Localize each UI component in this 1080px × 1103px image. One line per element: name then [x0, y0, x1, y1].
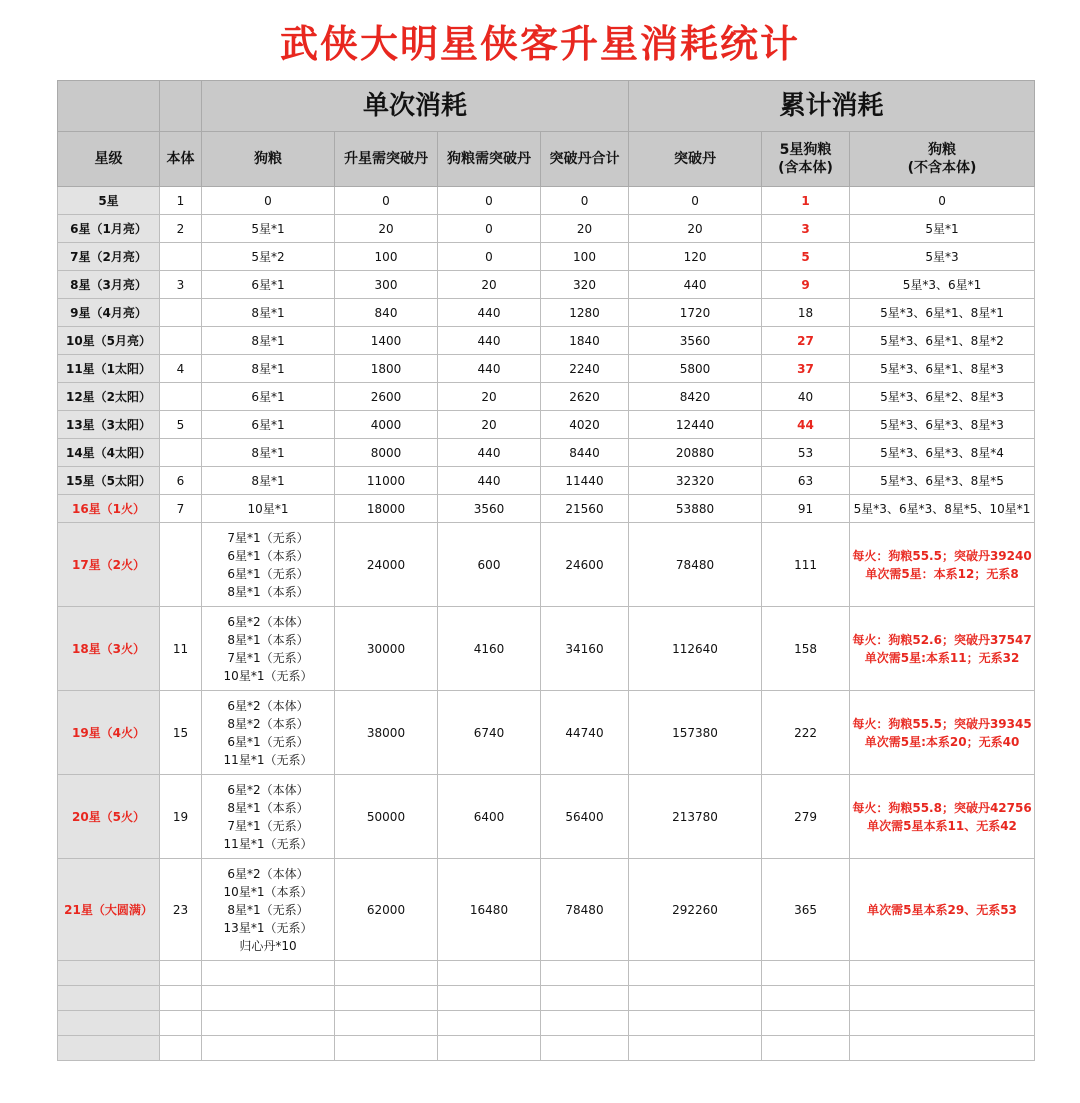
star-upgrade-table — [57, 80, 1035, 1061]
cum-fodder-cell-line: 单次需5星本系11、无系42 — [867, 818, 1017, 833]
cum-fodder-cell — [850, 355, 1035, 383]
fodder-cell-line: 6星*1（无系） — [227, 566, 309, 581]
col-header-cum-5star-line1: 5星狗粮 — [779, 142, 832, 158]
pill-total-cell: 56400 — [541, 775, 629, 859]
col-header-fodder: 狗粮 — [202, 132, 335, 187]
pill-total-cell: 2620 — [541, 383, 629, 411]
fodder-pills-cell: 6400 — [438, 775, 541, 859]
fodder-pills-cell: 3560 — [438, 495, 541, 523]
cum-fodder-cell-line: 单次需5星:本系11；无系32 — [864, 650, 1020, 665]
body-count-cell — [160, 383, 202, 411]
upgrade-pills-cell: 38000 — [335, 691, 438, 775]
table-row — [58, 411, 1035, 439]
star-level-cell: 20星（5火） — [58, 775, 160, 859]
upgrade-pills-cell: 8000 — [335, 439, 438, 467]
pill-total-cell: 1280 — [541, 299, 629, 327]
empty-cell — [160, 986, 202, 1011]
pill-total-cell: 0 — [541, 187, 629, 215]
cum-pills-cell: 120 — [629, 243, 762, 271]
fodder-cell-line: 归心丹*10 — [239, 938, 297, 953]
cum-fodder-cell — [850, 187, 1035, 215]
column-header-row — [58, 132, 1035, 187]
fodder-cell-line: 8星*1（本系） — [227, 632, 309, 647]
fodder-cell — [202, 775, 335, 859]
pill-total-cell: 24600 — [541, 523, 629, 607]
fodder-cell — [202, 607, 335, 691]
cum-fodder-cell-line: 5星*3、6星*1、8星*3 — [880, 361, 1004, 376]
cum-pills-cell: 213780 — [629, 775, 762, 859]
col-header-cum-fodder — [850, 132, 1035, 187]
cum-fodder-cell — [850, 271, 1035, 299]
fodder-cell-line: 6星*1（无系） — [227, 734, 309, 749]
star-level-cell: 9星（4月亮） — [58, 299, 160, 327]
body-count-cell: 23 — [160, 859, 202, 961]
cum-fodder-cell — [850, 383, 1035, 411]
empty-cell — [58, 961, 160, 986]
star-level-cell: 6星（1月亮） — [58, 215, 160, 243]
cum-fodder-cell — [850, 467, 1035, 495]
empty-cell — [629, 1036, 762, 1061]
empty-cell — [202, 961, 335, 986]
table-row — [58, 383, 1035, 411]
cum-5star-cell: 3 — [762, 215, 850, 243]
cum-pills-cell: 292260 — [629, 859, 762, 961]
body-count-cell: 15 — [160, 691, 202, 775]
fodder-pills-cell: 6740 — [438, 691, 541, 775]
empty-row — [58, 986, 1035, 1011]
cum-fodder-cell — [850, 243, 1035, 271]
cum-5star-cell: 37 — [762, 355, 850, 383]
fodder-pills-cell: 20 — [438, 383, 541, 411]
col-header-upgrade-pills: 升星需突破丹 — [335, 132, 438, 187]
empty-cell — [438, 1036, 541, 1061]
fodder-cell — [202, 299, 335, 327]
empty-cell — [850, 986, 1035, 1011]
cum-fodder-cell-line: 5星*3、6星*3、8星*5 — [880, 473, 1004, 488]
cum-fodder-cell-line: 5星*3、6星*2、8星*3 — [880, 389, 1004, 404]
cum-fodder-cell — [850, 775, 1035, 859]
cum-fodder-cell-line: 每火：狗粮55.8；突破丹42756 — [852, 800, 1032, 815]
cum-fodder-cell — [850, 411, 1035, 439]
cum-5star-cell: 18 — [762, 299, 850, 327]
cum-fodder-cell-line: 5星*3、6星*1 — [902, 277, 982, 292]
body-count-cell — [160, 439, 202, 467]
body-count-cell: 6 — [160, 467, 202, 495]
cum-5star-cell: 9 — [762, 271, 850, 299]
cum-pills-cell: 440 — [629, 271, 762, 299]
pill-total-cell: 11440 — [541, 467, 629, 495]
fodder-cell-line: 10星*1 — [247, 501, 289, 516]
fodder-cell-line: 6星*2（本体） — [227, 782, 309, 797]
fodder-cell-line: 7星*1（无系） — [227, 650, 309, 665]
star-level-cell: 13星（3太阳） — [58, 411, 160, 439]
fodder-cell — [202, 859, 335, 961]
cum-5star-cell: 222 — [762, 691, 850, 775]
fodder-cell — [202, 467, 335, 495]
table-row — [58, 187, 1035, 215]
cum-5star-cell: 27 — [762, 327, 850, 355]
cum-fodder-cell-line: 5星*3、6星*1、8星*1 — [880, 305, 1004, 320]
empty-row — [58, 1011, 1035, 1036]
table-row — [58, 467, 1035, 495]
col-header-star: 星级 — [58, 132, 160, 187]
empty-row — [58, 1036, 1035, 1061]
body-count-cell: 5 — [160, 411, 202, 439]
cum-pills-cell: 8420 — [629, 383, 762, 411]
upgrade-pills-cell: 4000 — [335, 411, 438, 439]
upgrade-pills-cell: 840 — [335, 299, 438, 327]
fodder-cell-line: 6星*2（本体） — [227, 866, 309, 881]
star-level-cell: 10星（5月亮） — [58, 327, 160, 355]
body-count-cell: 1 — [160, 187, 202, 215]
pill-total-cell: 2240 — [541, 355, 629, 383]
upgrade-pills-cell: 30000 — [335, 607, 438, 691]
table-row — [58, 523, 1035, 607]
fodder-cell — [202, 691, 335, 775]
fodder-cell — [202, 439, 335, 467]
cum-pills-cell: 3560 — [629, 327, 762, 355]
empty-cell — [335, 961, 438, 986]
cum-fodder-cell-line: 5星*3 — [925, 249, 959, 264]
cum-5star-cell: 40 — [762, 383, 850, 411]
body-count-cell — [160, 523, 202, 607]
empty-cell — [202, 986, 335, 1011]
group-header-row — [58, 81, 1035, 132]
star-level-cell: 12星（2太阳） — [58, 383, 160, 411]
empty-cell — [629, 961, 762, 986]
fodder-cell-line: 8星*1 — [251, 333, 285, 348]
cum-fodder-cell — [850, 495, 1035, 523]
upgrade-pills-cell: 24000 — [335, 523, 438, 607]
star-level-cell: 19星（4火） — [58, 691, 160, 775]
fodder-cell-line: 8星*2（本系） — [227, 716, 309, 731]
table-row — [58, 243, 1035, 271]
upgrade-pills-cell: 0 — [335, 187, 438, 215]
pill-total-cell: 320 — [541, 271, 629, 299]
empty-cell — [335, 1036, 438, 1061]
cum-fodder-cell — [850, 523, 1035, 607]
cum-fodder-cell — [850, 439, 1035, 467]
cum-5star-cell: 111 — [762, 523, 850, 607]
fodder-pills-cell: 4160 — [438, 607, 541, 691]
col-header-body: 本体 — [160, 132, 202, 187]
cum-fodder-cell-line: 每火：狗粮52.6；突破丹37547 — [852, 632, 1032, 647]
table-row — [58, 859, 1035, 961]
cum-fodder-cell — [850, 327, 1035, 355]
empty-cell — [762, 961, 850, 986]
cum-pills-cell: 20 — [629, 215, 762, 243]
empty-cell — [629, 1011, 762, 1036]
group-header-single: 单次消耗 — [202, 81, 629, 132]
fodder-cell — [202, 383, 335, 411]
fodder-cell-line: 8星*1（本系） — [227, 584, 309, 599]
table-row — [58, 215, 1035, 243]
empty-cell — [160, 961, 202, 986]
body-count-cell: 3 — [160, 271, 202, 299]
pill-total-cell: 44740 — [541, 691, 629, 775]
star-level-cell: 14星（4太阳） — [58, 439, 160, 467]
fodder-cell-line: 8星*1（本系） — [227, 800, 309, 815]
star-level-cell: 7星（2月亮） — [58, 243, 160, 271]
col-header-cum-5star-line2: (含本体) — [778, 160, 833, 176]
fodder-cell — [202, 523, 335, 607]
pill-total-cell: 4020 — [541, 411, 629, 439]
empty-cell — [850, 1011, 1035, 1036]
pill-total-cell: 1840 — [541, 327, 629, 355]
pill-total-cell: 78480 — [541, 859, 629, 961]
fodder-pills-cell: 20 — [438, 411, 541, 439]
table-row — [58, 271, 1035, 299]
cum-fodder-cell-line: 单次需5星：本系12；无系8 — [865, 566, 1019, 581]
fodder-pills-cell: 440 — [438, 327, 541, 355]
fodder-cell-line: 6星*1 — [251, 417, 285, 432]
table-row — [58, 299, 1035, 327]
empty-cell — [335, 1011, 438, 1036]
empty-cell — [850, 961, 1035, 986]
body-count-cell — [160, 327, 202, 355]
cum-fodder-cell — [850, 859, 1035, 961]
fodder-cell-line: 13星*1（无系） — [223, 920, 313, 935]
cum-5star-cell: 158 — [762, 607, 850, 691]
cum-fodder-cell — [850, 215, 1035, 243]
body-count-cell: 2 — [160, 215, 202, 243]
empty-cell — [58, 1011, 160, 1036]
star-level-cell: 11星（1太阳） — [58, 355, 160, 383]
col-header-pill-total: 突破丹合计 — [541, 132, 629, 187]
cum-fodder-cell-line: 5星*3、6星*3、8星*4 — [880, 445, 1004, 460]
cum-5star-cell: 53 — [762, 439, 850, 467]
corner-cell — [160, 81, 202, 132]
fodder-cell-line: 8星*1 — [251, 305, 285, 320]
fodder-cell — [202, 327, 335, 355]
fodder-cell-line: 6星*2（本体） — [227, 698, 309, 713]
col-header-cum-fodder-line1: 狗粮 — [928, 142, 957, 158]
cum-5star-cell: 5 — [762, 243, 850, 271]
cum-fodder-cell-line: 单次需5星本系29、无系53 — [867, 902, 1017, 917]
empty-row — [58, 961, 1035, 986]
cum-pills-cell: 112640 — [629, 607, 762, 691]
fodder-pills-cell: 0 — [438, 215, 541, 243]
table-row — [58, 775, 1035, 859]
cum-5star-cell: 91 — [762, 495, 850, 523]
cum-fodder-cell-line: 0 — [938, 193, 946, 208]
empty-cell — [850, 1036, 1035, 1061]
upgrade-pills-cell: 1800 — [335, 355, 438, 383]
fodder-cell-line: 6星*1 — [251, 389, 285, 404]
body-count-cell — [160, 243, 202, 271]
fodder-pills-cell: 440 — [438, 355, 541, 383]
empty-cell — [160, 1011, 202, 1036]
fodder-cell-line: 7星*1（无系） — [227, 818, 309, 833]
fodder-pills-cell: 16480 — [438, 859, 541, 961]
table-row — [58, 355, 1035, 383]
pill-total-cell: 8440 — [541, 439, 629, 467]
upgrade-pills-cell: 20 — [335, 215, 438, 243]
cum-fodder-cell — [850, 299, 1035, 327]
cum-5star-cell: 63 — [762, 467, 850, 495]
star-level-cell: 16星（1火） — [58, 495, 160, 523]
star-level-cell: 17星（2火） — [58, 523, 160, 607]
empty-cell — [438, 961, 541, 986]
star-level-cell: 21星（大圆满） — [58, 859, 160, 961]
table-row — [58, 607, 1035, 691]
fodder-cell-line: 0 — [264, 193, 272, 208]
empty-cell — [762, 1036, 850, 1061]
body-count-cell — [160, 299, 202, 327]
fodder-cell-line: 6星*2（本体） — [227, 614, 309, 629]
empty-cell — [160, 1036, 202, 1061]
fodder-cell-line: 11星*1（无系） — [223, 752, 313, 767]
fodder-cell-line: 6星*1（本系） — [227, 548, 309, 563]
upgrade-pills-cell: 18000 — [335, 495, 438, 523]
upgrade-pills-cell: 50000 — [335, 775, 438, 859]
cum-fodder-cell-line: 每火：狗粮55.5；突破丹39240 — [852, 548, 1032, 563]
upgrade-pills-cell: 100 — [335, 243, 438, 271]
cum-5star-cell: 44 — [762, 411, 850, 439]
cum-fodder-cell-line: 5星*3、6星*1、8星*2 — [880, 333, 1004, 348]
star-level-cell: 5星 — [58, 187, 160, 215]
body-count-cell: 19 — [160, 775, 202, 859]
cum-pills-cell: 32320 — [629, 467, 762, 495]
fodder-cell — [202, 243, 335, 271]
fodder-pills-cell: 440 — [438, 299, 541, 327]
cum-5star-cell: 279 — [762, 775, 850, 859]
fodder-cell — [202, 215, 335, 243]
col-header-cum-5star — [762, 132, 850, 187]
cum-pills-cell: 53880 — [629, 495, 762, 523]
upgrade-pills-cell: 11000 — [335, 467, 438, 495]
cum-pills-cell: 1720 — [629, 299, 762, 327]
cum-5star-cell: 365 — [762, 859, 850, 961]
col-header-cum-fodder-line2: (不含本体) — [907, 160, 977, 176]
table-row — [58, 439, 1035, 467]
empty-cell — [58, 986, 160, 1011]
cum-pills-cell: 12440 — [629, 411, 762, 439]
fodder-pills-cell: 0 — [438, 187, 541, 215]
fodder-cell — [202, 187, 335, 215]
pill-total-cell: 21560 — [541, 495, 629, 523]
empty-cell — [629, 986, 762, 1011]
empty-cell — [58, 1036, 160, 1061]
pill-total-cell: 34160 — [541, 607, 629, 691]
fodder-cell-line: 5星*2 — [251, 249, 285, 264]
cum-fodder-cell-line: 5星*3、6星*3、8星*5、10星*1 — [853, 501, 1031, 516]
upgrade-pills-cell: 300 — [335, 271, 438, 299]
fodder-cell — [202, 411, 335, 439]
fodder-pills-cell: 20 — [438, 271, 541, 299]
cum-fodder-cell-line: 每火：狗粮55.5；突破丹39345 — [852, 716, 1032, 731]
page-title: 武侠大明星侠客升星消耗统计 — [279, 22, 800, 66]
cum-5star-cell: 1 — [762, 187, 850, 215]
fodder-cell-line: 8星*1（无系） — [227, 902, 309, 917]
corner-cell — [58, 81, 160, 132]
table-row — [58, 327, 1035, 355]
cum-pills-cell: 5800 — [629, 355, 762, 383]
col-header-cum-pills: 突破丹 — [629, 132, 762, 187]
cum-pills-cell: 78480 — [629, 523, 762, 607]
empty-cell — [438, 986, 541, 1011]
empty-cell — [762, 986, 850, 1011]
body-count-cell: 4 — [160, 355, 202, 383]
fodder-cell — [202, 271, 335, 299]
fodder-cell-line: 7星*1（无系） — [227, 530, 309, 545]
empty-cell — [541, 986, 629, 1011]
pill-total-cell: 20 — [541, 215, 629, 243]
empty-cell — [541, 1036, 629, 1061]
cum-fodder-cell — [850, 691, 1035, 775]
upgrade-pills-cell: 62000 — [335, 859, 438, 961]
col-header-fodder-pills: 狗粮需突破丹 — [438, 132, 541, 187]
upgrade-pills-cell: 2600 — [335, 383, 438, 411]
fodder-cell-line: 8星*1 — [251, 445, 285, 460]
fodder-pills-cell: 600 — [438, 523, 541, 607]
fodder-cell — [202, 355, 335, 383]
cum-pills-cell: 0 — [629, 187, 762, 215]
fodder-pills-cell: 440 — [438, 439, 541, 467]
cum-pills-cell: 157380 — [629, 691, 762, 775]
fodder-cell — [202, 495, 335, 523]
fodder-cell-line: 10星*1（无系） — [223, 668, 313, 683]
empty-cell — [202, 1036, 335, 1061]
pill-total-cell: 100 — [541, 243, 629, 271]
cum-fodder-cell-line: 5星*1 — [925, 221, 959, 236]
star-level-cell: 15星（5太阳） — [58, 467, 160, 495]
fodder-pills-cell: 440 — [438, 467, 541, 495]
fodder-cell-line: 11星*1（无系） — [223, 836, 313, 851]
empty-cell — [335, 986, 438, 1011]
star-level-cell: 18星（3火） — [58, 607, 160, 691]
group-header-cumulative: 累计消耗 — [629, 81, 1035, 132]
empty-cell — [202, 1011, 335, 1036]
table-row — [58, 495, 1035, 523]
fodder-cell-line: 8星*1 — [251, 361, 285, 376]
fodder-cell-line: 5星*1 — [251, 221, 285, 236]
empty-cell — [438, 1011, 541, 1036]
body-count-cell: 7 — [160, 495, 202, 523]
fodder-pills-cell: 0 — [438, 243, 541, 271]
cum-fodder-cell — [850, 607, 1035, 691]
empty-cell — [541, 961, 629, 986]
upgrade-pills-cell: 1400 — [335, 327, 438, 355]
fodder-cell-line: 8星*1 — [251, 473, 285, 488]
table-row — [58, 691, 1035, 775]
empty-cell — [541, 1011, 629, 1036]
fodder-cell-line: 10星*1（本系） — [223, 884, 313, 899]
body-count-cell: 11 — [160, 607, 202, 691]
cum-fodder-cell-line: 单次需5星:本系20；无系40 — [864, 734, 1020, 749]
cum-fodder-cell-line: 5星*3、6星*3、8星*3 — [880, 417, 1004, 432]
star-level-cell: 8星（3月亮） — [58, 271, 160, 299]
empty-cell — [762, 1011, 850, 1036]
fodder-cell-line: 6星*1 — [251, 277, 285, 292]
cum-pills-cell: 20880 — [629, 439, 762, 467]
